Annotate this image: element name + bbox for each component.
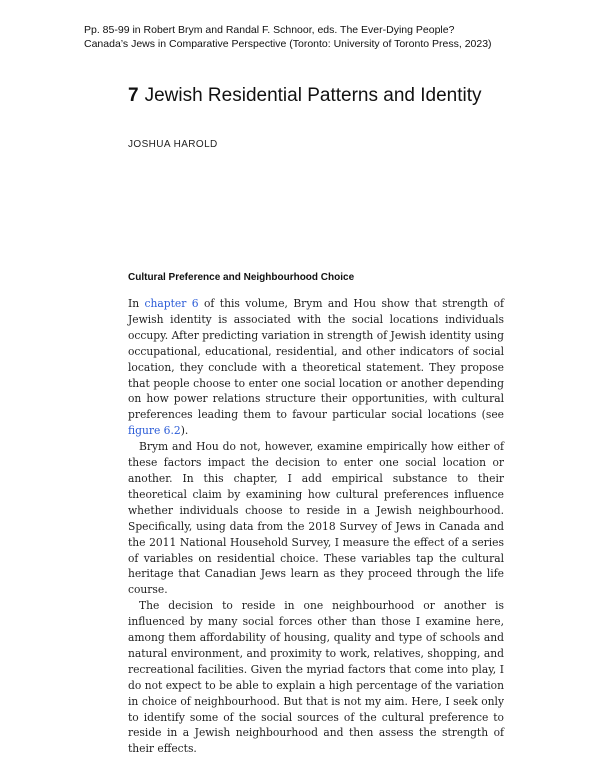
citation-line-1: Pp. 85-99 in Robert Brym and Randal F. Schnoor, eds. The Ever-Dying People? <box>84 24 455 36</box>
figure-6-2-link[interactable]: figure 6.2 <box>128 424 181 438</box>
paragraph-1-text-a: In <box>128 297 145 310</box>
section-heading: Cultural Preference and Neighbourhood Choice <box>128 272 355 283</box>
chapter-title-text: Jewish Residential Patterns and Identity <box>144 85 482 106</box>
chapter-title <box>128 84 548 108</box>
paragraph-2: Brym and Hou do not, however, examine empirically how either of these factors impact the decision to enter one social location or another. In this chapter, I add empirical substance to their theoretical claim by examining how cultural preferences influence whether individuals choose to reside in a Jewish neighbourhood. Specifically, using data from the 2018 Survey of Jews in Canada and the 2011 National Household Survey, I measure the effect of a series of variables on residential choice. These variables tap the cultural heritage that Canadian Jews learn as they proceed through the life course. <box>128 440 504 597</box>
citation-line-2: Canada’s Jews in Comparative Perspective (Toronto: University of Toronto Press, 2023) <box>84 38 492 50</box>
chapter-6-link[interactable]: chapter 6 <box>144 297 199 310</box>
chapter-number: 7 <box>128 85 139 106</box>
paragraph-1-text-b: of this volume, Brym and Hou show that strength of Jewish identity is associated with the social locations individuals occupy. After predicting variation in strength of Jewish identity using occupational, educational, residential, and other indicators of social location, they conclude with a theoretical statement. They propose that people choose to enter one social location or another depending on how power relations structure their opportunities, with cultural preferences leading them to favour particular social locations (see <box>128 297 504 422</box>
paragraph-3: The decision to reside in one neighbourhood or another is influenced by many social forces other than those I examine here, among them affordability of housing, quality and type of schools and natural environment, and proximity to work, relatives, shopping, and recreational facilities. Given the myriad factors that come into play, I do not expect to be able to explain a high percentage of the variation in choice of neighbourhood. But that is not my aim. Here, I seek only to identify some of the social sources of the cultural preference to reside in a Jewish neighbourhood and then assess the strength of their effects. <box>128 599 504 756</box>
paragraph-1 <box>128 296 504 439</box>
author-name: JOSHUA HAROLD <box>128 139 218 150</box>
paragraph-1-text-c: ). <box>180 424 189 438</box>
citation-header <box>84 23 544 51</box>
body-text <box>128 296 504 757</box>
